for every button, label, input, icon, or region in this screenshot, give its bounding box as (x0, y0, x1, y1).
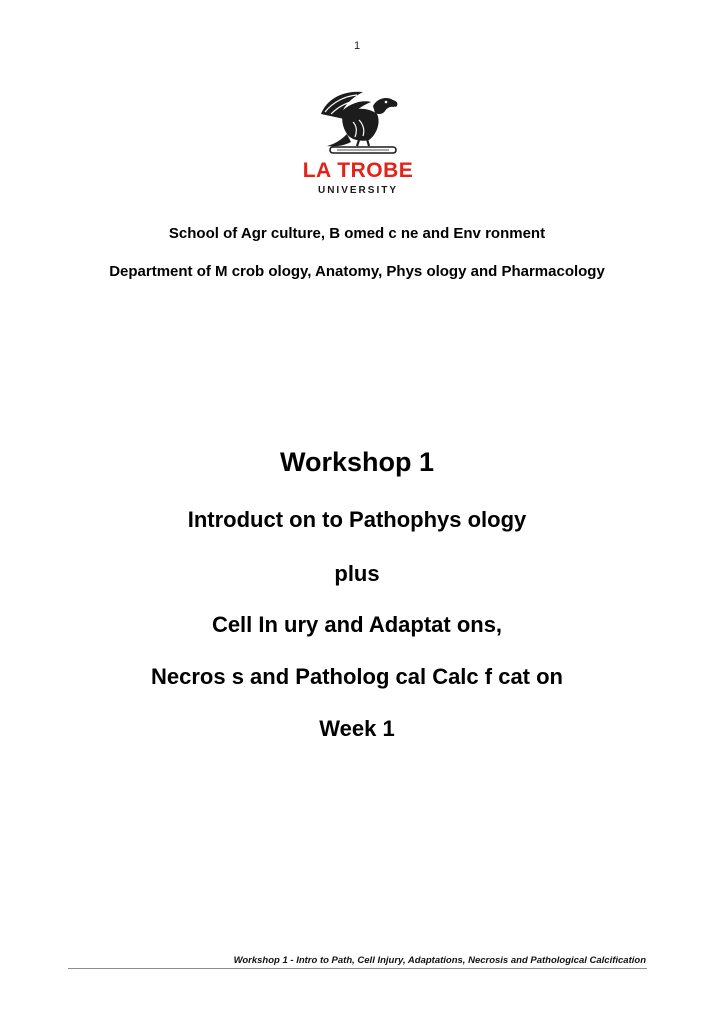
school-name: School of Agr culture, B omed c ne and Env ronment (168, 225, 546, 242)
footer-divider (68, 968, 647, 969)
week-label: Week 1 (319, 716, 395, 741)
eagle-icon (297, 84, 419, 156)
subtitle-line-1: Introduct on to Pathophys ology (187, 507, 527, 532)
department-name: Department of M crob ology, Anatomy, Phys ology and Pharmacology (109, 263, 605, 280)
subtitle-plus: plus (334, 561, 380, 586)
page-number: 1 (353, 40, 361, 52)
workshop-title: Workshop 1 (279, 447, 435, 477)
subtitle-line-3: Cell In ury and Adaptat ons, (211, 612, 503, 637)
university-logo (297, 84, 419, 204)
subtitle-line-4: Necros s and Patholog cal Calc f cat on (151, 664, 563, 689)
logo-subtitle: UNIVERSITY (317, 185, 398, 196)
footer-text: Workshop 1 - Intro to Path, Cell Injury, Adaptations, Necrosis and Pathological Calciﬁcation (233, 955, 646, 966)
logo-name: LA TROBE (302, 159, 414, 182)
